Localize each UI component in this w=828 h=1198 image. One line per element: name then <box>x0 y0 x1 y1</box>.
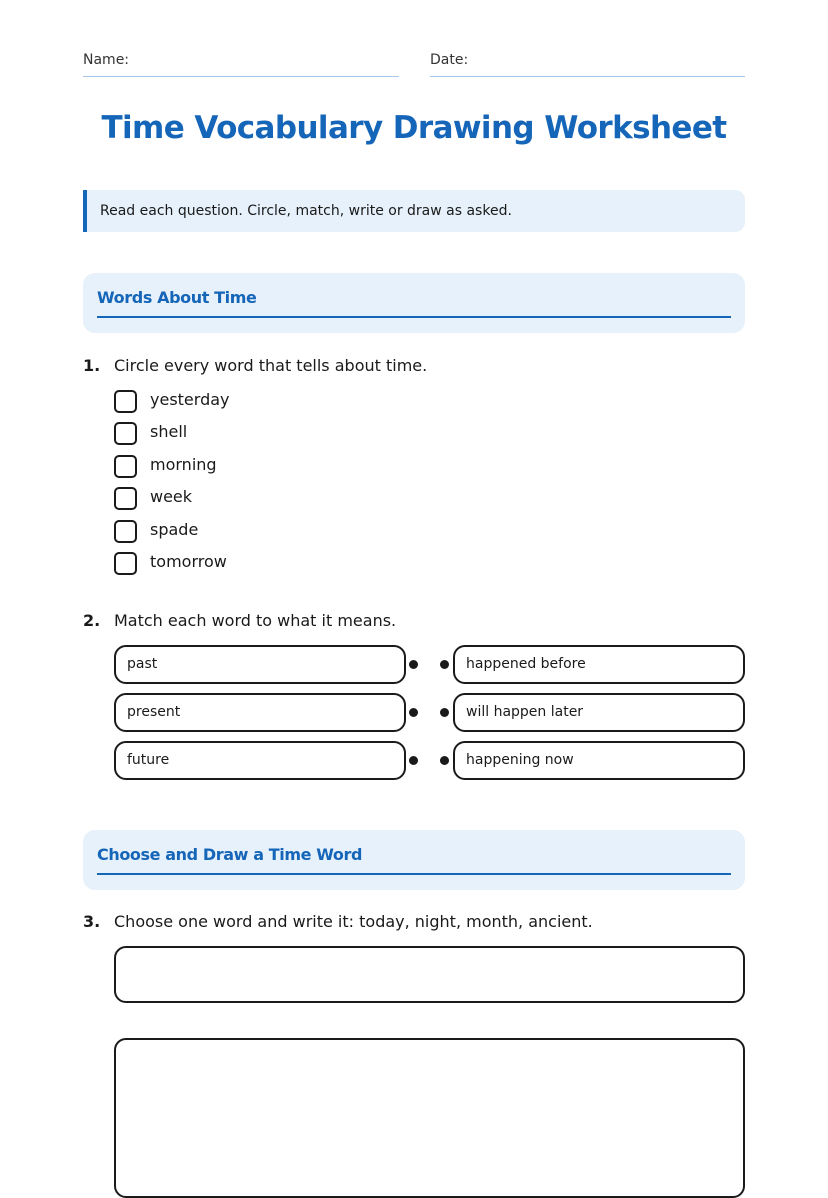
checkbox-option[interactable] <box>114 552 314 578</box>
write-answer-box[interactable] <box>114 946 745 1003</box>
question-text: Match each word to what it means. <box>114 611 397 630</box>
option-label: shell <box>150 422 188 441</box>
option-label: spade <box>150 520 199 539</box>
match-definition[interactable]: will happen later <box>453 693 745 732</box>
match-dot[interactable] <box>409 756 418 765</box>
drawing-box[interactable] <box>114 1038 745 1198</box>
section-divider <box>97 873 731 875</box>
question-number: 3. <box>83 912 101 931</box>
date-field[interactable] <box>430 52 745 77</box>
name-field[interactable] <box>83 52 399 77</box>
checkbox[interactable] <box>114 487 137 510</box>
checkbox-option[interactable] <box>114 487 314 513</box>
checkbox-option[interactable] <box>114 455 314 481</box>
question-number: 2. <box>83 611 101 630</box>
checkbox[interactable] <box>114 390 137 413</box>
checkbox[interactable] <box>114 552 137 575</box>
match-dot[interactable] <box>440 660 449 669</box>
question-text: Choose one word and write it: today, night, month, ancient. <box>114 912 593 931</box>
match-dot[interactable] <box>409 708 418 717</box>
match-term[interactable]: future <box>114 741 406 780</box>
date-label: Date: <box>430 52 469 68</box>
section-title: Choose and Draw a Time Word <box>97 845 363 864</box>
match-dot[interactable] <box>440 756 449 765</box>
match-definition[interactable]: happening now <box>453 741 745 780</box>
section-title: Words About Time <box>97 288 257 307</box>
match-term[interactable]: past <box>114 645 406 684</box>
page-title: Time Vocabulary Drawing Worksheet <box>101 110 727 146</box>
checkbox-option[interactable] <box>114 422 314 448</box>
option-label: morning <box>150 455 217 474</box>
section-divider <box>97 316 731 318</box>
option-label: week <box>150 487 193 506</box>
section-header-words-about-time <box>83 273 745 333</box>
option-label: tomorrow <box>150 552 227 571</box>
match-definition[interactable]: happened before <box>453 645 745 684</box>
match-dot[interactable] <box>440 708 449 717</box>
checkbox[interactable] <box>114 455 137 478</box>
question-text: Circle every word that tells about time. <box>114 356 428 375</box>
instructions-callout: Read each question. Circle, match, write or draw as asked. <box>83 190 745 232</box>
match-dot[interactable] <box>409 660 418 669</box>
section-header-choose-and-draw <box>83 830 745 890</box>
checkbox[interactable] <box>114 520 137 543</box>
checkbox[interactable] <box>114 422 137 445</box>
checkbox-option[interactable] <box>114 390 314 416</box>
option-label: yesterday <box>150 390 230 409</box>
name-label: Name: <box>83 52 130 68</box>
question-number: 1. <box>83 356 101 375</box>
checkbox-option[interactable] <box>114 520 314 546</box>
match-term[interactable]: present <box>114 693 406 732</box>
